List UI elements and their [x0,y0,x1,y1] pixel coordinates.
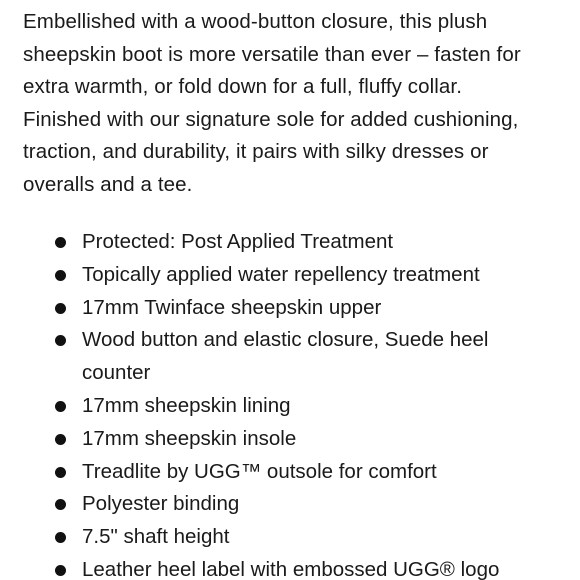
feature-item [0,554,580,580]
feature-item [0,521,580,554]
description-line: overalls and a tee. [23,172,193,196]
description-line: traction, and durability, it pairs with silky dresses or [23,140,489,164]
bullet-icon [55,565,66,576]
bullet-icon [55,467,66,478]
feature-item [0,390,580,423]
feature-text: 17mm sheepskin insole [82,426,297,450]
bullet-icon [55,237,66,248]
feature-text: Wood button and elastic closure, Suede heel counter [82,328,489,385]
description-line: Finished with our signature sole for added cushioning, [23,107,519,131]
bullet-icon [55,532,66,543]
feature-list [0,226,580,580]
description-line: Embellished with a wood-button closure, this plush [23,10,488,33]
feature-item [0,292,580,325]
description-line: sheepskin boot is more versatile than ever – fasten for [23,42,521,66]
feature-text: Leather heel label with embossed UGG® logo [82,557,500,580]
bullet-icon [55,335,66,346]
bullet-icon [55,434,66,445]
feature-item [0,456,580,489]
bullet-icon [55,270,66,281]
feature-item [0,324,580,390]
product-description [23,6,568,202]
bullet-icon [55,303,66,314]
feature-text: Treadlite by UGG™ outsole for comfort [82,459,437,483]
feature-text: 17mm sheepskin lining [82,393,291,417]
feature-item [0,488,580,521]
feature-text: 7.5" shaft height [82,525,230,549]
feature-item [0,423,580,456]
feature-item [0,226,580,259]
description-line: extra warmth, or fold down for a full, fluffy collar. [23,75,463,99]
feature-text: Protected: Post Applied Treatment [82,230,394,253]
feature-text: Polyester binding [82,492,240,516]
bullet-icon [55,401,66,412]
feature-item [0,259,580,292]
bullet-icon [55,499,66,510]
feature-text: Topically applied water repellency treatment [82,262,480,286]
feature-text: 17mm Twinface sheepskin upper [82,295,382,319]
